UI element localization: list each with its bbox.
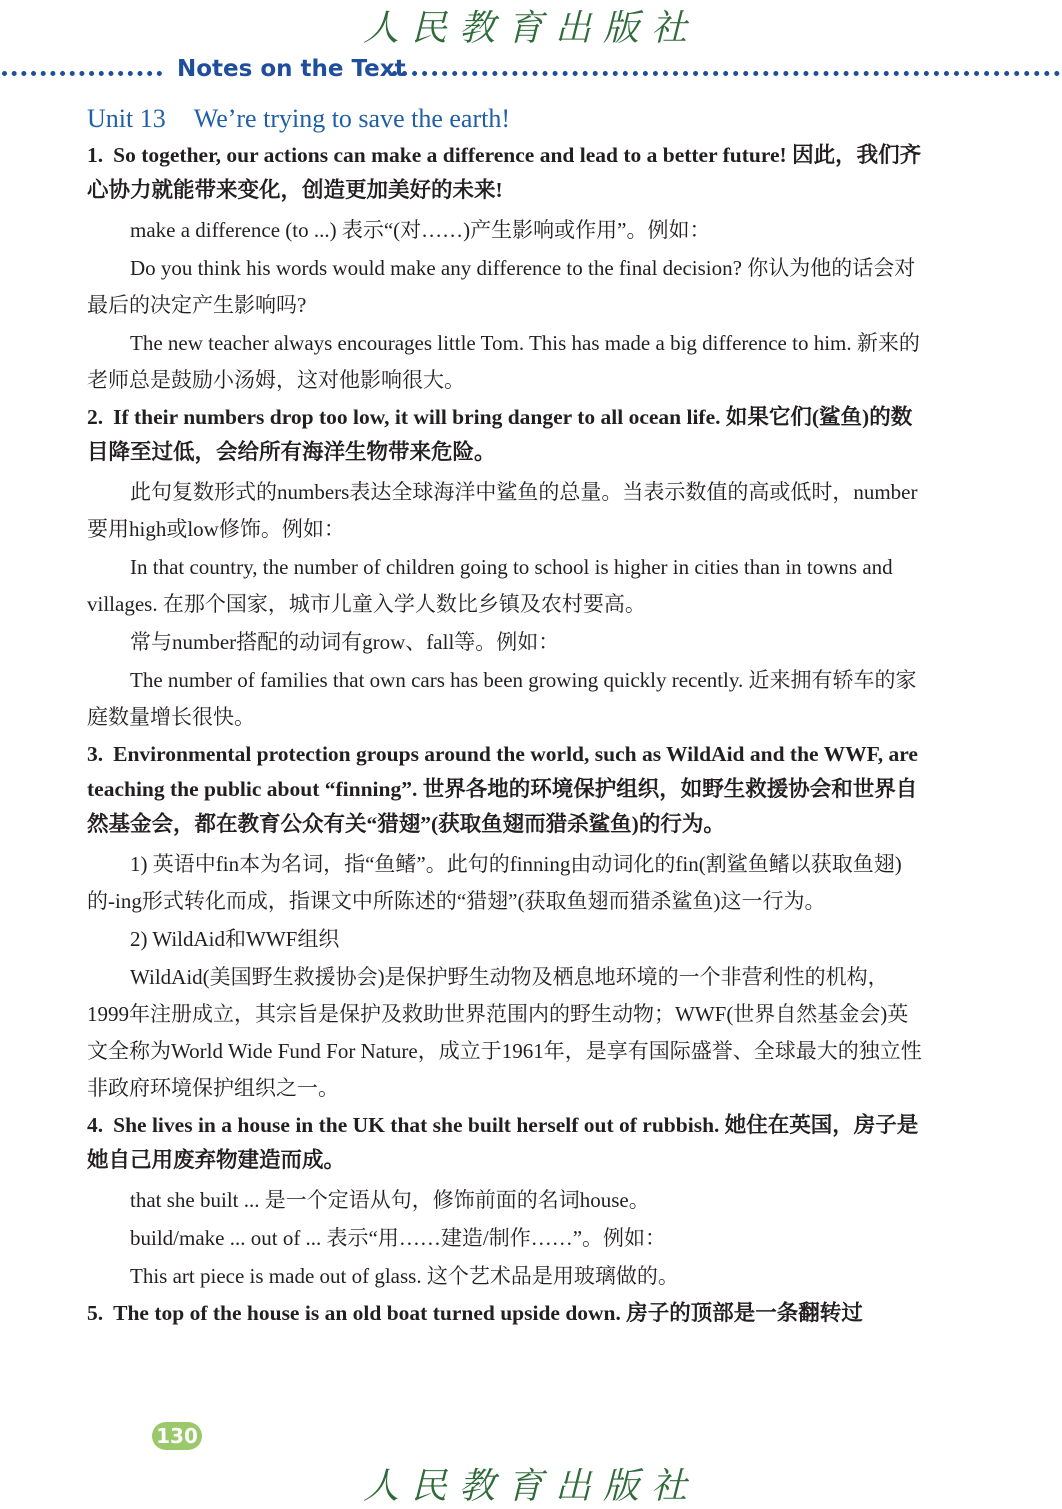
publisher-watermark-top: 人民教育出版社 xyxy=(362,8,699,49)
note-2-para-3: 常与number搭配的动词有grow、fall等。例如： xyxy=(130,630,560,654)
note-sentence: If their numbers drop too low, it will bring danger to all ocean life. 如果它们(鲨鱼)的数目降至过低，会给所有海洋生物带来危险。 xyxy=(87,405,913,464)
note-2-para-1: 此句复数形式的numbers表达全球海洋中鲨鱼的总量。当表示数值的高或低时，number要用high或low修饰。例如： xyxy=(87,480,918,541)
dotted-rule-right xyxy=(392,71,1060,76)
note-3-para-3: WildAid(美国野生救援协会)是保护野生动物及栖息地环境的一个非营利性的机构，1999年注册成立，其宗旨是保护及救助世界范围内的野生动物；WWF(世界自然基金会)英文全称为World Wide Fund For Nature，成立于1961年，是享有国际盛誉、全球最大的独立性非政府环境保护组织之一。 xyxy=(87,965,922,1100)
note-3-heading xyxy=(87,737,929,842)
note-4-para-2: build/make ... out of ... 表示“用……建造/制作……”。例如： xyxy=(130,1226,667,1250)
note-number: 1. xyxy=(87,143,104,167)
note-1-para-1: make a difference (to ...) 表示“(对……)产生影响或作用”。例如： xyxy=(130,218,711,242)
unit-title: We’re trying to save the earth! xyxy=(193,104,510,133)
note-4-heading xyxy=(87,1108,929,1178)
unit-label: Unit 13 xyxy=(87,104,166,133)
section-header xyxy=(0,56,1062,90)
note-3-para-2: 2) WildAid和WWF组织 xyxy=(130,927,340,951)
note-sentence: Environmental protection groups around the world, such as WildAid and the WWF, are teaching the public about “finning”. 世界各地的环境保护组织，如野生救援协会和世界自然基金会，都在教育公众有关“猎翅”(获取鱼翅而猎杀鲨鱼)的行为。 xyxy=(87,742,918,836)
publisher-watermark-bottom: 人民教育出版社 xyxy=(362,1466,699,1507)
page-number: 130 xyxy=(152,1422,202,1450)
unit-heading xyxy=(87,104,929,134)
note-sentence: The top of the house is an old boat turned upside down. 房子的顶部是一条翻转过 xyxy=(113,1301,863,1325)
note-number: 2. xyxy=(87,405,104,429)
note-number: 5. xyxy=(87,1301,104,1325)
note-1-heading xyxy=(87,138,929,208)
note-5-heading xyxy=(87,1296,929,1331)
note-2-para-2: In that country, the number of children going to school is higher in cities than in towns and villages. 在那个国家，城市儿童入学人数比乡镇及农村要高。 xyxy=(87,555,893,616)
note-4-para-3: This art piece is made out of glass. 这个艺术品是用玻璃做的。 xyxy=(130,1264,679,1288)
note-number: 3. xyxy=(87,742,104,766)
notes-content xyxy=(87,104,929,1335)
note-2-para-4: The number of families that own cars has been growing quickly recently. 近来拥有轿车的家庭数量增长很快。 xyxy=(87,668,917,729)
note-sentence: She lives in a house in the UK that she built herself out of rubbish. 她住在英国，房子是她自己用废弃物建造而成。 xyxy=(87,1113,919,1172)
note-sentence: So together, our actions can make a difference and lead to a better future! 因此，我们齐心协力就能带来变化，创造更加美好的未来! xyxy=(87,143,922,202)
note-2-heading xyxy=(87,400,929,470)
dotted-rule-left xyxy=(2,71,162,76)
note-number: 4. xyxy=(87,1113,104,1137)
note-1-para-2: Do you think his words would make any difference to the final decision? 你认为他的话会对最后的决定产生影响吗? xyxy=(87,256,916,317)
section-title: Notes on the Text xyxy=(177,56,406,82)
note-4-para-1: that she built ... 是一个定语从句，修饰前面的名词house。 xyxy=(130,1188,650,1212)
note-1-para-3: The new teacher always encourages little Tom. This has made a big difference to him. 新来的老师总是鼓励小汤姆，这对他影响很大。 xyxy=(87,331,920,392)
note-3-para-1: 1) 英语中fin本为名词，指“鱼鳍”。此句的finning由动词化的fin(割鲨鱼鳍以获取鱼翅)的-ing形式转化而成，指课文中所陈述的“猎翅”(获取鱼翅而猎杀鲨鱼)这一行为。 xyxy=(87,852,902,913)
